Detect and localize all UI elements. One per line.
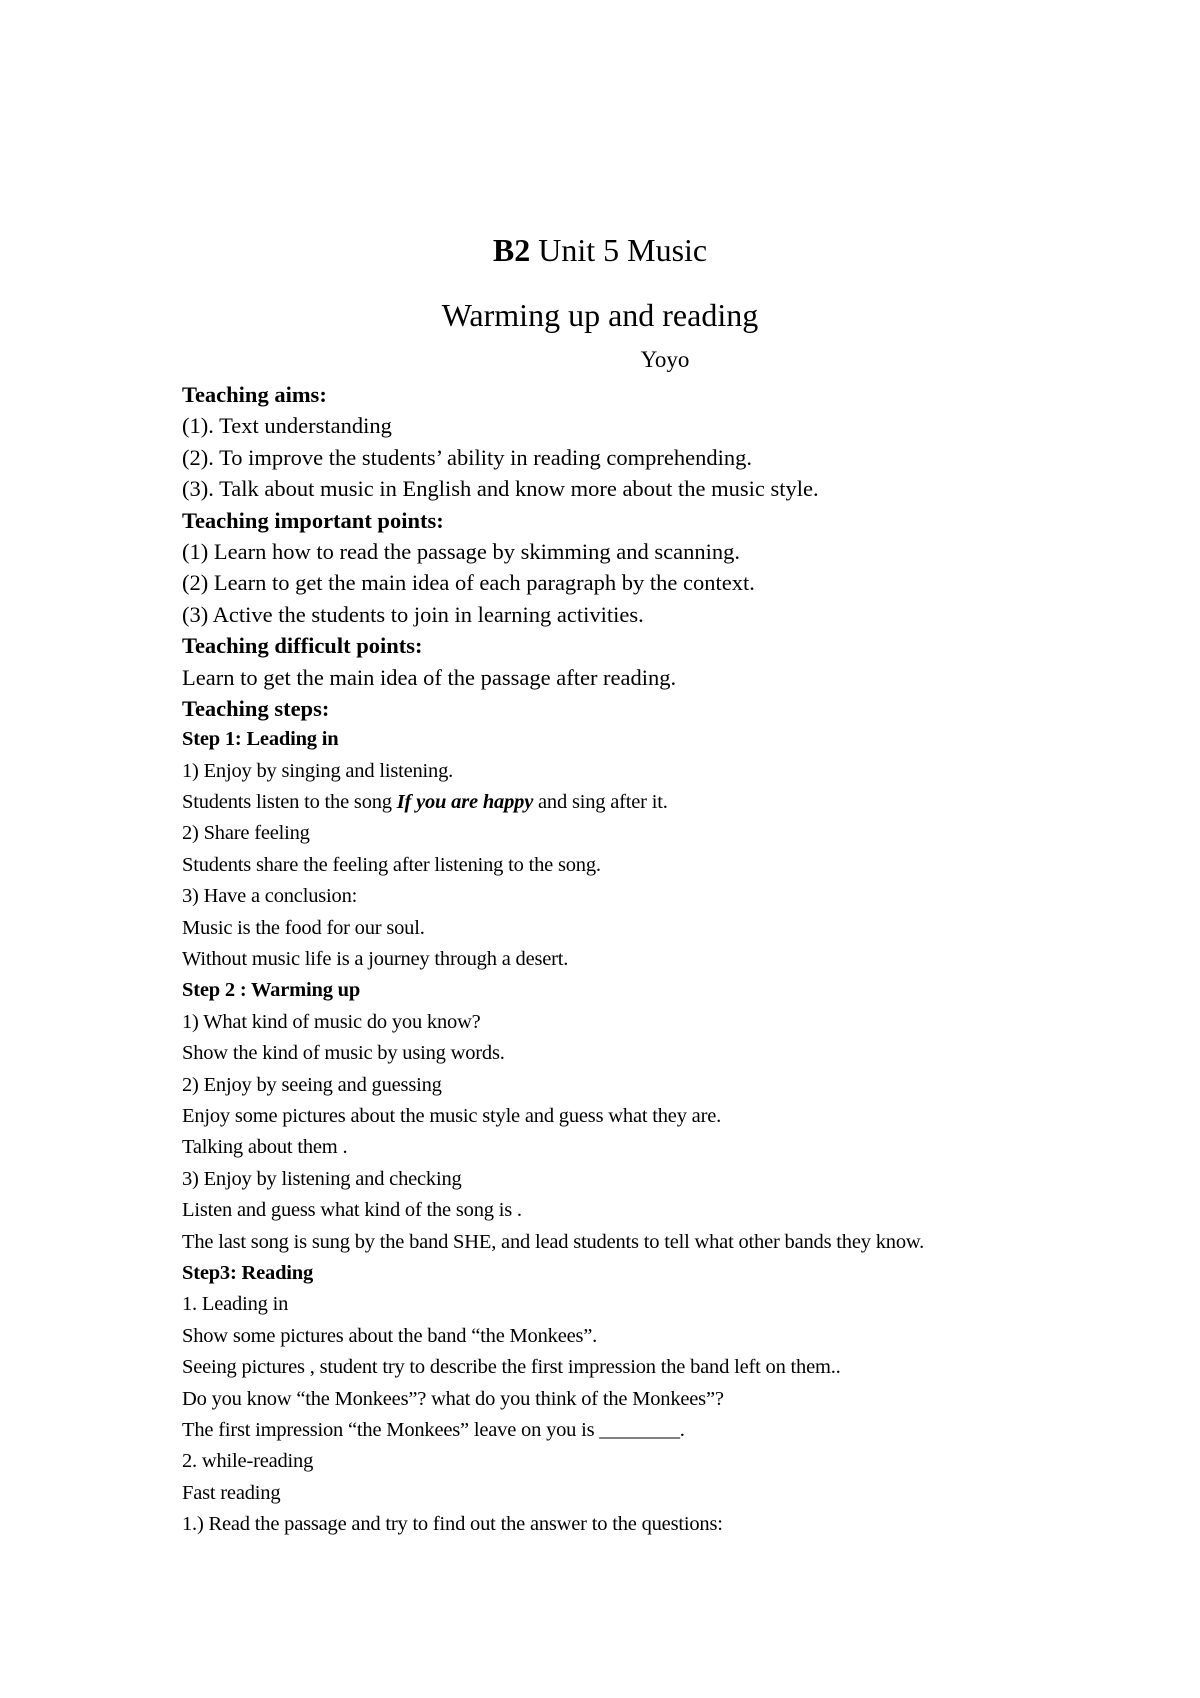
text-line: Show some pictures about the band “the Monkees”. <box>182 1324 598 1347</box>
document-title <box>0 230 1200 270</box>
text-line: 2) Share feeling <box>182 822 310 845</box>
text-line: (1). Text understanding <box>182 413 392 439</box>
text-line: 1.) Read the passage and try to find out the answer to the questions: <box>182 1513 723 1536</box>
text-line: Seeing pictures , student try to describe the first impression the band left on them.. <box>182 1356 841 1379</box>
text-line: Talking about them . <box>182 1136 348 1159</box>
text-line: Music is the food for our soul. <box>182 916 425 939</box>
text-line: (3). Talk about music in English and know more about the music style. <box>182 476 819 502</box>
text-line: Students share the feeling after listening to the song. <box>182 853 601 876</box>
text-line: (3) Active the students to join in learning activities. <box>182 601 644 627</box>
section-heading: Teaching difficult points: <box>182 633 423 659</box>
section-heading: Teaching aims: <box>182 382 327 407</box>
fill-in-blank-line: The first impression “the Monkees” leave on you is ________. <box>182 1418 685 1441</box>
text-line: The last song is sung by the band SHE, and lead students to tell what other bands they know. <box>182 1230 925 1253</box>
step-heading: Step 1: Leading in <box>182 728 339 751</box>
text-line: 1. Leading in <box>182 1293 289 1316</box>
text-line: Fast reading <box>182 1481 281 1504</box>
step-heading: Step3: Reading <box>182 1261 314 1284</box>
text-line: 2. while-reading <box>182 1450 314 1473</box>
text-line-with-song <box>182 787 1142 818</box>
text-line: (2) Learn to get the main idea of each paragraph by the context. <box>182 570 755 596</box>
text-line: 1) Enjoy by singing and listening. <box>182 759 454 782</box>
section-heading: Teaching steps: <box>182 695 330 721</box>
step-heading: Step 2 : Warming up <box>182 979 361 1002</box>
text-segment: and sing after it. <box>533 791 668 814</box>
document-subtitle: Warming up and reading <box>441 297 759 333</box>
text-line: 3) Have a conclusion: <box>182 885 358 908</box>
title-prefix: B2 <box>492 232 531 268</box>
text-line: Without music life is a journey through a desert. <box>182 948 569 971</box>
text-segment: Students listen to the song <box>182 791 397 814</box>
title-rest: Unit 5 Music <box>530 232 708 268</box>
text-line: 3) Enjoy by listening and checking <box>182 1167 462 1190</box>
song-title: If you are happy <box>396 791 534 814</box>
text-line: 2) Enjoy by seeing and guessing <box>182 1073 442 1096</box>
text-line: (1) Learn how to read the passage by skimming and scanning. <box>182 538 740 564</box>
text-line: (2). To improve the students’ ability in reading comprehending. <box>182 444 752 470</box>
text-line: Do you know “the Monkees”? what do you think of the Monkees”? <box>182 1387 724 1410</box>
author-name: Yoyo <box>640 347 690 372</box>
text-line: Listen and guess what kind of the song is . <box>182 1199 522 1222</box>
text-line: 1) What kind of music do you know? <box>182 1010 481 1033</box>
text-line: Enjoy some pictures about the music style and guess what they are. <box>182 1104 722 1127</box>
text-line: Learn to get the main idea of the passage after reading. <box>182 664 677 690</box>
lesson-plan-body <box>182 379 1142 1540</box>
section-heading: Teaching important points: <box>182 507 444 533</box>
text-line: Show the kind of music by using words. <box>182 1042 505 1065</box>
